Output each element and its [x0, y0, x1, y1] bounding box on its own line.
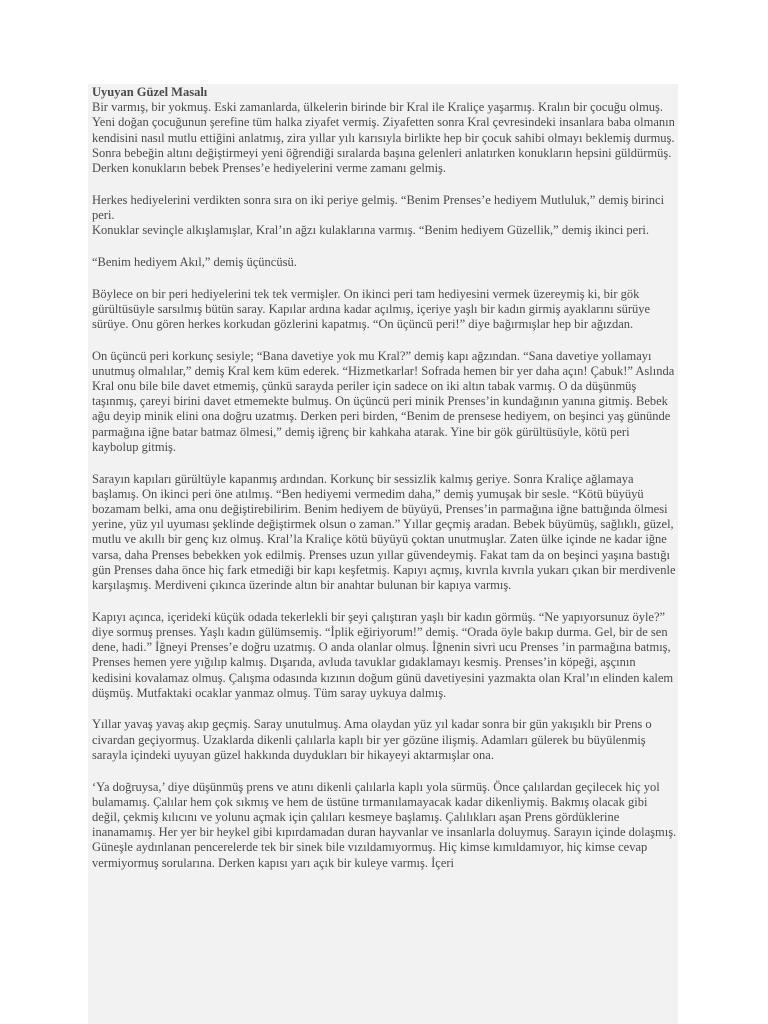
paragraph-gap [92, 270, 678, 287]
paragraph-gap [92, 701, 678, 718]
paragraph-2: Herkes hediyelerini verdikten sonra sıra on iki periye gelmiş. “Benim Prenses’e hediyem Mutluluk,” demiş birinci peri. [92, 192, 665, 222]
paragraph-7: Sarayın kapıları gürültüyle kapanmış ardından. Korkunç bir sessizlik kalmış geriye. Sonra Kraliçe ağlamaya başlamış. On ikinci peri öne atılmış. “Ben hediyemi vermedim daha,” demiş yumuşak bir sesle. “Kötü büyüyü bozamam belki, ama onu değiştirebilirim. Benim hediyem de büyüyü, Prenses’in parmağına iğne battığında ölmesi yerine, yüz yıl uyuması şeklinde değiştirmek olsun o zaman.” Yıllar geçmiş aradan. Bebek büyümüş, sağlıklı, güzel, mutlu ve akıllı bir genç kız olmuş. Kral’la Kraliçe kötü büyüyü çoktan unutmuşlar. Zaten ülke içinde ne kadar iğne varsa, daha Prenses bebekken yok edilmiş. Prenses uzun yıllar güvendeymiş. Fakat tam da on beşinci yaşına bastığı gün Prenses daha önce hiç fark etmediği bir kapı keşfetmiş. Kapıyı açmış, kıvrıla kıvrıla yukarı çıkan bir merdivenle karşılaşmış. Merdiveni çıkınca üzerinde altın bir anahtar bulunan bir kapıya varmış. [92, 471, 676, 592]
paragraph-gap [92, 763, 678, 780]
paragraph-10: ‘Ya doğruysa,’ diye düşünmüş prens ve atını dikenli çalılarla kaplı yola sürmüş. Önce çalılardan geçilecek hiç yol bulamamış. Çalılar hem çok sıkmış ve hem de üstüne tırmanılamayacak kadar dikenliymiş. Bakmış olacak gibi değil, çekmiş kılıcını ve yolunu açmak için çalıları kesmeye başlamış. Çalılıkları aşan Prens gördüklerine inanamamış. Her yer bir heykel gibi kıpırdamadan duran hayvanlar ve insanlarla doluymuş. Sarayın içinde dolaşmış. Güneşle aydınlanan pencerelerde tek bir sinek bile vızıldamıyormuş. Hiç kimse kımıldamıyor, hiç kimse cevap vermiyormuş sorularına. Derken kapısı yarı açık bir kuleye varmış. İçeri [92, 779, 677, 870]
document-body [88, 84, 678, 871]
paragraph-gap [92, 176, 678, 193]
paragraph-4: “Benim hediyem Akıl,” demiş üçüncüsü. [92, 254, 297, 269]
paragraph-gap [92, 332, 678, 349]
paragraph-8: Kapıyı açınca, içerideki küçük odada tekerlekli bir şeyi çalıştıran yaşlı bir kadın görmüş. “Ne yapıyorsunuz öyle?” diye sormuş prenses. Yaşlı kadın gülümsemiş. “İplik eğiriyorum!” demiş. “Orada öyle bakıp durma. Gel, bir de sen dene, hadi.” İğneyi Prenses’e doğru uzatmış. O anda olanlar olmuş. İğnenin sivri ucu Prenses ’in parmağına batmış, Prenses hemen yere yığılıp kalmış. Dışarıda, avluda tavuklar gıdaklamayı kesmiş. Prenses’in köpeği, aşçının kedisini kovalamaz olmuş. Çalışma odasında kızının doğum günü davetiyesini yazmakta olan Kral’ın elinden kalem düşmüş. Mutfaktaki ocaklar yanmaz olmuş. Tüm saray uykuya dalmış. [92, 609, 674, 700]
story-title: Uyuyan Güzel Masalı [92, 85, 208, 99]
paragraph-gap [92, 238, 678, 255]
paragraph-1: Bir varmış, bir yokmuş. Eski zamanlarda, ülkelerin birinde bir Kral ile Kraliçe yaşarmış. Kralın bir çocuğu olmuş. Yeni doğan çocuğunun şerefine tüm halka ziyafet vermiş. Ziyafetten sonra Kral çevresindeki insanlara baba olmanın kendisini nasıl mutlu ettiğini anlatmış, zira yıllar yılı karısıyla birlikte hep bir çocuk sahibi olmayı beklemiş durmuş. Sonra bebeğin altını değiştirmeyi yeni öğrendiği sıralarda başına gelenleri anlatırken konukların hepsini güldürmüş. Derken konukların bebek Prenses’e hediyelerini verme zamanı gelmiş. [92, 100, 675, 176]
paragraph-3: Konuklar sevinçle alkışlamışlar, Kral’ın ağzı kulaklarına varmış. “Benim hediyem Güzellik,” demiş ikinci peri. [92, 223, 649, 238]
paragraph-6: On üçüncü peri korkunç sesiyle; “Bana davetiye yok mu Kral?” demiş kapı ağzından. “Sana davetiye yollamayı unutmuş olmalılar,” demiş Kral kem küm ederek. “Hizmetkarlar! Sofrada hemen bir yer daha açın! Çabuk!” Aslında Kral onu bile bile davet etmemiş, çünkü sarayda periler için sadece on iki altın tabak varmış. O da düşünmüş taşınmış, çareyi birini davet etmemekte bulmuş. On üçüncü peri minik Prenses’in kundağının yanına gitmiş. Bebek ağu deyip minik elini ona doğru uzatmış. Derken peri birden, “Benim de prensese hediyem, on beşinci yaş gününde parmağına iğne batar batmaz ölmesi,” demiş iğrenç bir kahkaha atarak. Yine bir gök gürültüsüyle, kötü peri kaybolup gitmiş. [92, 348, 675, 454]
paragraph-9: Yıllar yavaş yavaş akıp geçmiş. Saray unutulmuş. Ama olaydan yüz yıl kadar sonra bir gün yakışıklı bir Prens o civardan geçiyormuş. Uzaklarda dikenli çalılarla kaplı bir yer gözüne ilişmiş. Adamları gülerek bu büyülenmiş sarayla içindeki uyuyan güzel hakkında duydukları bir hikayeyi aktarmışlar ona. [92, 717, 652, 762]
document-page [88, 84, 678, 1024]
paragraph-5: Böylece on bir peri hediyelerini tek tek vermişler. On ikinci peri tam hediyesini vermek üzereymiş ki, bir gök gürültüsüyle sarsılmış bütün saray. Kapılar ardına kadar açılmış, içeriye yaşlı bir kadın girmiş ayaklarını sürüye sürüye. Onu gören herkes korkudan gözlerini kapatmış. “On üçüncü peri!” diye bağırmışlar hep bir ağızdan. [92, 286, 651, 331]
paragraph-gap [92, 455, 678, 472]
paragraph-gap [92, 593, 678, 610]
